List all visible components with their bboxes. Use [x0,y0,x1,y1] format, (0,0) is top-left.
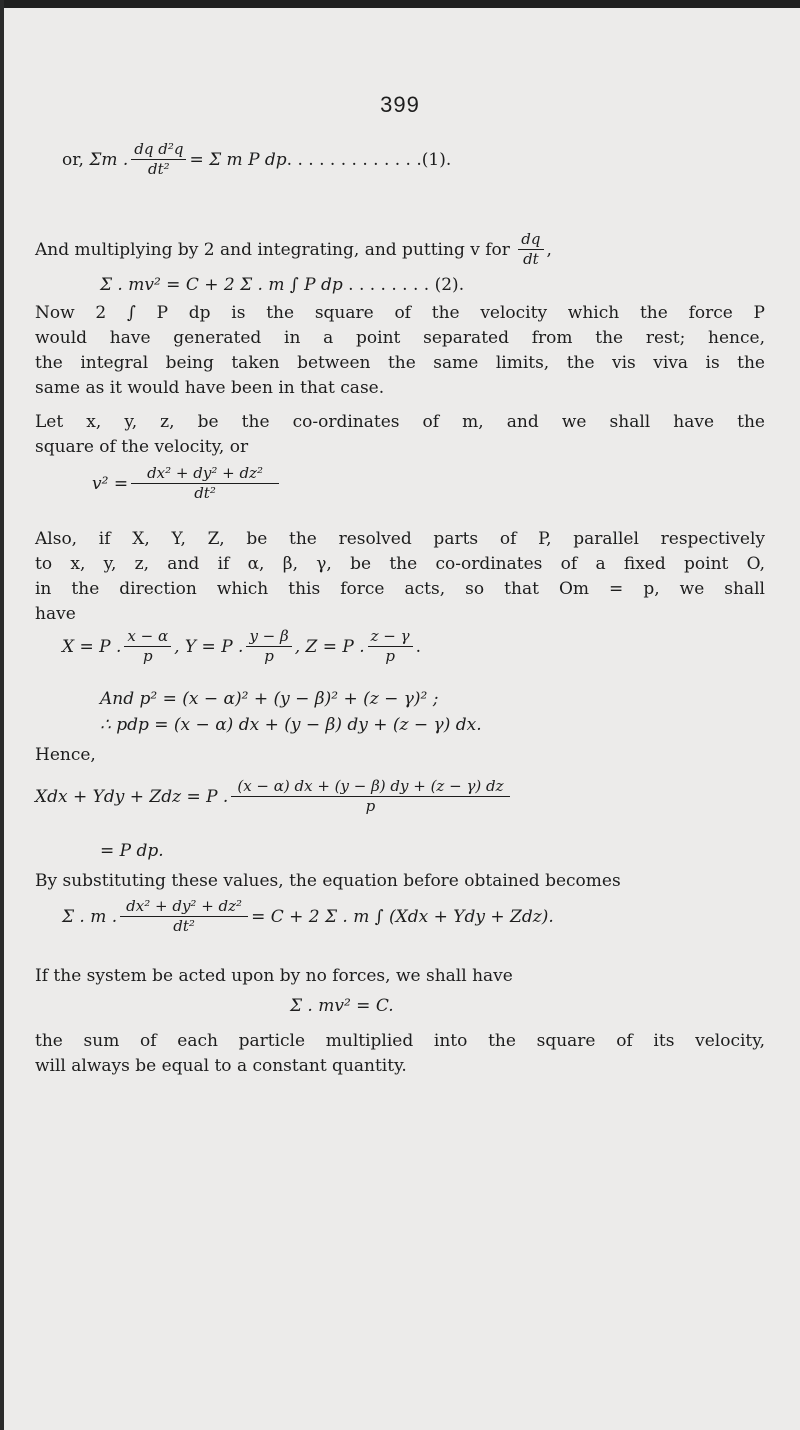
multiply-tail: , [546,239,552,260]
comp-x-lhs: X = P . [62,636,122,657]
para3-line-3: in the direction which this force acts, so that Om = p, we shall [35,579,765,599]
para6-line-2: will always be equal to a constant quantity. [35,1056,407,1076]
comp-z-lhs: , Z = P . [294,636,365,657]
multiply-text: And multiplying by 2 and integrating, and putting v for [35,239,510,260]
para6-line-1: the sum of each particle multiplied into the square of its velocity, [35,1031,765,1051]
pdp-result [100,840,164,862]
multiply-line [35,230,552,269]
eq1-lead: or, [62,149,84,170]
multiply-den: dt [523,250,539,268]
comp-z-den: p [385,647,395,665]
xdx-fraction [231,777,509,816]
eq1-num: dq d²q [134,140,184,158]
v2-num: dx² + dy² + dz² [147,464,263,482]
xdx-equation [35,777,513,816]
para2-line-2: square of the velocity, or [35,437,249,457]
eq1-dots: . . . . . . . . . . . . . [286,149,422,170]
comp-y-fraction [246,627,291,666]
pdp-result-text: = P dp. [100,841,164,861]
page-number: 399 [380,92,420,117]
eq1-rhs: = Σ m P dp [189,149,287,170]
final-rhs: = C + 2 Σ . m ∫ (Xdx + Ydy + Zdz). [251,906,554,927]
constant-text: Σ . mv² = C. [290,996,394,1016]
para2-line-1: Let x, y, z, be the co-ordinates of m, and we shall have the [35,412,765,432]
final-num: dx² + dy² + dz² [126,897,243,915]
v2-fraction [131,464,279,503]
comp-x-num: x − α [127,627,169,645]
comp-y-lhs: , Y = P . [174,636,244,657]
para3-line-4: have [35,604,76,624]
components-equation [62,627,421,666]
xdx-lhs: Xdx + Ydy + Zdz = P . [35,786,229,807]
final-lhs: Σ . m . [62,906,118,927]
pdp-equation [100,714,482,736]
multiply-fraction [518,230,543,269]
eq2-body: Σ . mv² = C + 2 Σ . m ∫ P dp [100,275,343,295]
eq1-label: (1). [421,149,452,170]
equation-2 [100,274,464,296]
velocity-equation [92,464,282,503]
final-fraction [120,897,248,936]
comp-end: . [415,636,422,657]
hence-label: Hence, [35,745,96,765]
v2-lhs: v² = [92,473,129,494]
equation-1 [62,140,451,179]
comp-x-den: p [142,647,153,665]
pdp-text: ∴ pdp = (x − α) dx + (y − β) dy + (z − γ) dx. [100,715,482,735]
multiply-num: dq [521,230,541,248]
para5: If the system be acted upon by no forces, we shall have [35,966,513,986]
eq2-dots: . . . . . . . . [342,275,430,295]
para3-line-1: Also, if X, Y, Z, be the resolved parts of P, parallel respectively [35,529,765,549]
para1-line-2: would have generated in a point separated from the rest; hence, [35,328,765,348]
p-squared-equation [100,688,439,710]
para1-line-3: the integral being taken between the same limits, the vis viva is the [35,353,765,373]
comp-y-den: p [264,647,274,665]
p-squared-text: And p² = (x − α)² + (y − β)² + (z − γ)² ; [100,689,439,709]
eq1-fraction [131,140,186,179]
comp-x-fraction [124,627,171,666]
para4: By substituting these values, the equation before obtained becomes [35,871,621,891]
comp-z-fraction [368,627,413,666]
para3-line-2: to x, y, z, and if α, β, γ, be the co-ordinates of a fixed point O, [35,554,765,574]
xdx-num: (x − α) dx + (y − β) dy + (z − γ) dz [237,777,504,795]
final-equation [62,897,554,936]
para1-line-1: Now 2 ∫ P dp is the square of the velocity which the force P [35,303,765,323]
v2-den: dt² [194,484,216,502]
para1-line-4: same as it would have been in that case. [35,378,385,398]
comp-y-num: y − β [249,627,289,645]
xdx-den: p [365,797,376,815]
comp-z-num: z − γ [370,627,410,645]
eq2-label: (2). [434,275,465,295]
constant-equation [290,995,394,1017]
final-den: dt² [173,917,195,935]
eq1-den: dt² [148,160,170,178]
eq1-lhs: Σm . [89,149,129,170]
